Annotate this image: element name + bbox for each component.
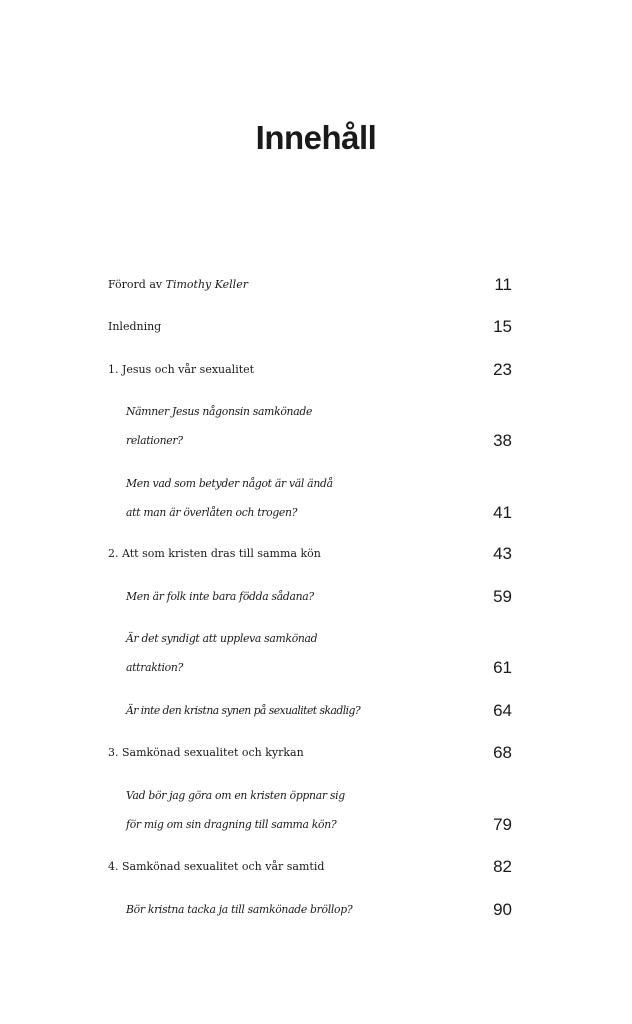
- toc-entry-title: 3. Samkönad sexualitet och kyrkan: [108, 746, 304, 759]
- toc-page-number: 79: [493, 814, 512, 834]
- toc-subsection: [126, 697, 512, 726]
- toc-entry-inledning: [108, 313, 512, 342]
- toc-entry-line-2: relationer?: [126, 433, 183, 447]
- toc-page-number: 43: [493, 544, 512, 563]
- toc-chapter-2: [108, 540, 512, 569]
- toc-page-number: 90: [493, 900, 512, 919]
- toc-entry-title: Är inte den kristna synen på sexualitet skadlig?: [126, 704, 361, 717]
- toc-page-number: 38: [493, 430, 512, 450]
- toc-entry-prefix: Förord av: [108, 278, 166, 291]
- toc-entry-line-1: Är det syndigt att uppleva samkönad: [126, 632, 318, 645]
- toc-page-number: 15: [493, 317, 512, 336]
- toc-chapter-4: [108, 853, 512, 882]
- toc-entry-line-1: Vad bör jag göra om en kristen öppnar sig: [126, 789, 345, 802]
- toc-entry-line-2: för mig om sin dragning till samma kön?: [126, 817, 337, 831]
- toc-entry-line-1: Nämner Jesus någonsin samkönade: [126, 405, 313, 418]
- toc-entry-title: Inledning: [108, 320, 162, 333]
- toc-subsection: [126, 896, 512, 925]
- toc-chapter-3: [108, 739, 512, 768]
- toc-entry-title: Bör kristna tacka ja till samkönade bröllop?: [126, 903, 353, 916]
- toc-subsection: [126, 583, 512, 612]
- toc-page-number: 82: [493, 857, 512, 876]
- toc-subsection: [126, 398, 512, 455]
- toc-entry-forord: [108, 271, 512, 300]
- toc-page-number: 61: [493, 657, 512, 677]
- toc-entry-title: 4. Samkönad sexualitet och vår samtid: [108, 860, 325, 873]
- toc-entry-author: Timothy Keller: [165, 278, 248, 291]
- toc-subsection: [126, 625, 512, 682]
- toc-entry-line-1: Men vad som betyder något är väl ändå: [126, 477, 333, 490]
- page-title: Innehåll: [255, 119, 377, 156]
- toc-page-number: 41: [493, 502, 512, 522]
- toc-chapter-1: [108, 356, 512, 385]
- toc-page-number: 64: [493, 701, 512, 720]
- toc-entry-title: [108, 271, 512, 300]
- toc-entry-title: 1. Jesus och vår sexualitet: [108, 363, 255, 376]
- toc-entry-line-2: attraktion?: [126, 660, 183, 674]
- toc-page-number: 68: [493, 743, 512, 762]
- toc-page-number: 23: [493, 360, 512, 379]
- toc-entry-title: 2. Att som kristen dras till samma kön: [108, 547, 321, 560]
- toc-subsection: [126, 782, 512, 839]
- toc-entry-title: Men är folk inte bara födda sådana?: [126, 590, 314, 603]
- toc-page-number: 59: [493, 587, 512, 606]
- toc-entry-line-2: att man är överlåten och trogen?: [126, 505, 298, 519]
- toc-subsection: [126, 470, 512, 527]
- toc-page-number: 11: [494, 275, 512, 294]
